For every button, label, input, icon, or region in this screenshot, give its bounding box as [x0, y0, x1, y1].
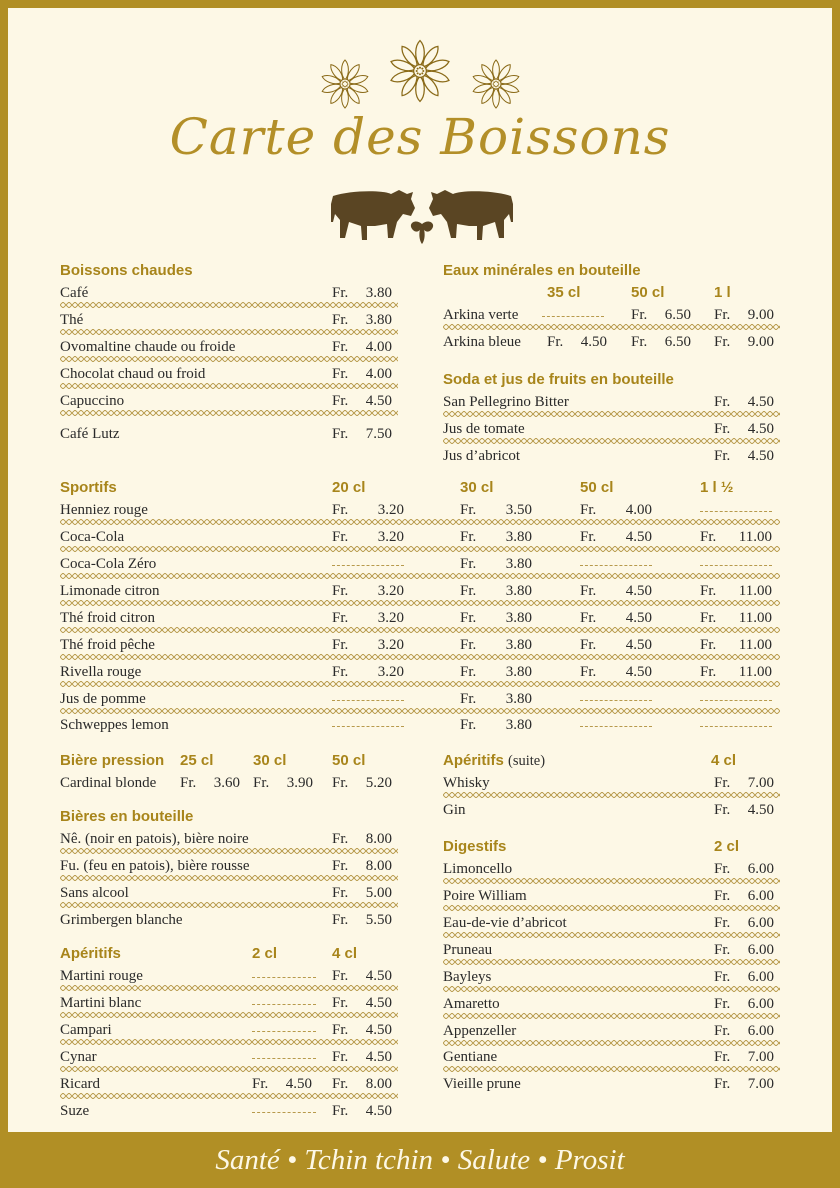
currency-label: Fr. — [332, 1022, 349, 1038]
currency-label: Fr. — [460, 691, 477, 707]
currency-label: Fr. — [714, 1023, 731, 1039]
currency-label: Fr. — [332, 529, 349, 545]
price-value: 4.50 — [625, 637, 652, 653]
column-header: 30 cl — [460, 479, 494, 496]
item-name: Arkina bleue — [443, 334, 521, 350]
currency-label: Fr. — [332, 285, 349, 301]
currency-label: Fr. — [631, 307, 648, 323]
currency-label: Fr. — [332, 583, 349, 599]
price-value: 4.50 — [580, 334, 607, 350]
item-name: Limonade citron — [60, 583, 160, 599]
item-name: Suze — [60, 1103, 90, 1119]
item-name: Gin — [443, 802, 466, 818]
price-value: 3.80 — [505, 637, 532, 653]
currency-label: Fr. — [332, 1076, 349, 1092]
row-separator — [60, 848, 398, 854]
row-separator — [60, 902, 398, 908]
price-value: 3.90 — [286, 775, 313, 791]
price-value: 3.20 — [377, 529, 404, 545]
item-name: Martini blanc — [60, 995, 142, 1011]
price-value: 11.00 — [738, 583, 772, 599]
currency-label: Fr. — [714, 888, 731, 904]
price-value: 6.00 — [747, 888, 774, 904]
item-name: Gentiane — [443, 1049, 498, 1065]
item-name: Thé froid citron — [60, 610, 155, 626]
row-separator — [443, 1066, 780, 1072]
price-value: 6.00 — [747, 915, 774, 931]
footer-toast: Santé • Tchin tchin • Salute • Prosit — [215, 1144, 625, 1176]
column-header: 50 cl — [332, 752, 366, 769]
price-value: 4.00 — [365, 366, 392, 382]
price-value: 9.00 — [747, 307, 774, 323]
unavailable-dash — [332, 565, 404, 566]
item-name: Appenzeller — [443, 1023, 517, 1039]
row-separator — [60, 519, 780, 525]
row-separator — [60, 600, 780, 606]
currency-label: Fr. — [700, 664, 717, 680]
price-value: 3.80 — [365, 285, 392, 301]
item-name: Schweppes lemon — [60, 717, 169, 733]
row-separator — [60, 356, 398, 362]
price-value: 11.00 — [738, 610, 772, 626]
row-separator — [443, 792, 780, 798]
price-value: 4.50 — [625, 610, 652, 626]
currency-label: Fr. — [580, 637, 597, 653]
price-value: 7.00 — [747, 1076, 774, 1092]
menu-title: Carte des Boissons — [169, 108, 671, 166]
section-title-sport: Sportifs — [60, 479, 117, 496]
row-separator — [60, 654, 780, 660]
section-title-mineral: Eaux minérales en bouteille — [443, 262, 641, 279]
currency-label: Fr. — [580, 610, 597, 626]
row-separator — [443, 986, 780, 992]
unavailable-dash — [252, 1004, 316, 1005]
row-separator — [60, 681, 780, 687]
item-name: Poire William — [443, 888, 527, 904]
row-separator — [443, 411, 780, 417]
column-header: 50 cl — [580, 479, 614, 496]
column-header: 4 cl — [332, 945, 358, 962]
currency-label: Fr. — [580, 529, 597, 545]
price-value: 6.50 — [664, 334, 691, 350]
item-name: Café — [60, 285, 89, 301]
price-value: 3.20 — [377, 637, 404, 653]
section-title-soda: Soda et jus de fruits en bouteille — [443, 371, 674, 388]
item-name: Fu. (feu en patois), bière rousse — [60, 858, 250, 874]
column-header: 1 l — [714, 284, 731, 301]
section-title-aperitifs-cont — [443, 752, 545, 770]
currency-label: Fr. — [580, 664, 597, 680]
row-separator — [443, 878, 780, 884]
item-name: Thé — [60, 312, 84, 328]
currency-label: Fr. — [460, 583, 477, 599]
price-value: 3.20 — [377, 502, 404, 518]
item-name: Bayleys — [443, 969, 492, 985]
price-value: 3.20 — [377, 583, 404, 599]
row-separator — [60, 985, 398, 991]
currency-label: Fr. — [700, 637, 717, 653]
currency-label: Fr. — [714, 996, 731, 1012]
price-value: 3.20 — [377, 664, 404, 680]
item-name: Whisky — [443, 775, 490, 791]
price-value: 3.80 — [505, 583, 532, 599]
price-value: 4.50 — [625, 664, 652, 680]
currency-label: Fr. — [460, 717, 477, 733]
price-value: 7.00 — [747, 775, 774, 791]
price-value: 4.50 — [625, 529, 652, 545]
currency-label: Fr. — [714, 861, 731, 877]
price-value: 4.50 — [747, 448, 774, 464]
currency-label: Fr. — [332, 312, 349, 328]
currency-label: Fr. — [714, 802, 731, 818]
currency-label: Fr. — [631, 334, 648, 350]
unavailable-dash — [252, 1058, 316, 1059]
item-name: Ovomaltine chaude ou froide — [60, 339, 236, 355]
unavailable-dash — [252, 1031, 316, 1032]
price-value: 3.80 — [505, 717, 532, 733]
price-value: 4.00 — [625, 502, 652, 518]
price-value: 5.50 — [365, 912, 392, 928]
price-value: 5.00 — [365, 885, 392, 901]
section-title-hot: Boissons chaudes — [60, 262, 193, 279]
item-name: Jus de tomate — [443, 421, 525, 437]
currency-label: Fr. — [460, 556, 477, 572]
currency-label: Fr. — [332, 426, 349, 442]
currency-label: Fr. — [332, 339, 349, 355]
currency-label: Fr. — [714, 969, 731, 985]
currency-label: Fr. — [332, 1103, 349, 1119]
currency-label: Fr. — [700, 610, 717, 626]
currency-label: Fr. — [714, 1049, 731, 1065]
item-name: San Pellegrino Bitter — [443, 394, 569, 410]
price-value: 8.00 — [365, 1076, 392, 1092]
column-header: 1 l ½ — [700, 479, 734, 496]
currency-label: Fr. — [332, 366, 349, 382]
column-header: 20 cl — [332, 479, 366, 496]
price-value: 3.80 — [365, 312, 392, 328]
item-name: Vieille prune — [443, 1076, 521, 1092]
column-header: 2 cl — [714, 838, 740, 855]
currency-label: Fr. — [332, 393, 349, 409]
price-value: 3.80 — [505, 610, 532, 626]
row-separator — [443, 932, 780, 938]
price-value: 4.50 — [625, 583, 652, 599]
price-value: 8.00 — [365, 831, 392, 847]
currency-label: Fr. — [252, 1076, 269, 1092]
section-title-bottled: Bières en bouteille — [60, 808, 194, 825]
currency-label: Fr. — [332, 502, 349, 518]
currency-label: Fr. — [460, 502, 477, 518]
edelweiss-icon — [470, 58, 522, 110]
row-separator — [443, 324, 780, 330]
price-value: 6.00 — [747, 996, 774, 1012]
unavailable-dash — [580, 700, 652, 701]
currency-label: Fr. — [714, 1076, 731, 1092]
column-header: 50 cl — [631, 284, 665, 301]
item-name: Chocolat chaud ou froid — [60, 366, 206, 382]
item-name: Arkina verte — [443, 307, 519, 323]
item-name: Nê. (noir en patois), bière noire — [60, 831, 249, 847]
price-value: 4.50 — [285, 1076, 312, 1092]
price-value: 4.50 — [365, 1103, 392, 1119]
row-separator — [60, 383, 398, 389]
row-separator — [60, 302, 398, 308]
unavailable-dash — [332, 726, 404, 727]
currency-label: Fr. — [253, 775, 270, 791]
item-name: Grimbergen blanche — [60, 912, 183, 928]
price-value: 4.50 — [365, 995, 392, 1011]
row-separator — [60, 1039, 398, 1045]
row-separator — [443, 959, 780, 965]
price-value: 3.80 — [505, 556, 532, 572]
unavailable-dash — [252, 1112, 316, 1113]
currency-label: Fr. — [332, 831, 349, 847]
currency-label: Fr. — [460, 664, 477, 680]
row-separator — [443, 438, 780, 444]
item-name: Martini rouge — [60, 968, 143, 984]
unavailable-dash — [700, 511, 772, 512]
item-name: Café Lutz — [60, 426, 120, 442]
cow-pair-icon — [327, 186, 517, 248]
currency-label: Fr. — [714, 448, 731, 464]
price-value: 7.00 — [747, 1049, 774, 1065]
currency-label: Fr. — [714, 915, 731, 931]
row-separator — [443, 1040, 780, 1046]
section-title-draft: Bière pression — [60, 752, 165, 769]
row-separator — [60, 1012, 398, 1018]
currency-label: Fr. — [332, 858, 349, 874]
unavailable-dash — [700, 565, 772, 566]
item-name: Ricard — [60, 1076, 100, 1092]
price-value: 6.00 — [747, 1023, 774, 1039]
price-value: 5.20 — [365, 775, 392, 791]
row-separator — [60, 573, 780, 579]
item-name: Henniez rouge — [60, 502, 148, 518]
price-value: 9.00 — [747, 334, 774, 350]
currency-label: Fr. — [580, 502, 597, 518]
price-value: 8.00 — [365, 858, 392, 874]
price-value: 3.80 — [505, 691, 532, 707]
currency-label: Fr. — [332, 968, 349, 984]
currency-label: Fr. — [332, 664, 349, 680]
price-value: 4.50 — [747, 802, 774, 818]
item-name: Amaretto — [443, 996, 500, 1012]
item-name: Pruneau — [443, 942, 493, 958]
currency-label: Fr. — [332, 885, 349, 901]
currency-label: Fr. — [332, 610, 349, 626]
unavailable-dash — [700, 726, 772, 727]
column-header: 25 cl — [180, 752, 214, 769]
currency-label: Fr. — [580, 583, 597, 599]
price-value: 11.00 — [738, 529, 772, 545]
row-separator — [60, 875, 398, 881]
currency-label: Fr. — [714, 775, 731, 791]
price-value: 3.20 — [377, 610, 404, 626]
currency-label: Fr. — [332, 912, 349, 928]
item-name: Thé froid pêche — [60, 637, 155, 653]
item-name: Cynar — [60, 1049, 97, 1065]
currency-label: Fr. — [332, 995, 349, 1011]
section-title-text: Apéritifs — [443, 752, 504, 769]
currency-label: Fr. — [547, 334, 564, 350]
unavailable-dash — [580, 565, 652, 566]
price-value: 4.00 — [365, 339, 392, 355]
currency-label: Fr. — [332, 1049, 349, 1065]
price-value: 3.80 — [505, 529, 532, 545]
row-separator — [60, 410, 398, 416]
column-header: 30 cl — [253, 752, 287, 769]
item-name: Limoncello — [443, 861, 513, 877]
currency-label: Fr. — [460, 637, 477, 653]
currency-label: Fr. — [700, 529, 717, 545]
currency-label: Fr. — [714, 942, 731, 958]
currency-label: Fr. — [460, 529, 477, 545]
currency-label: Fr. — [460, 610, 477, 626]
currency-label: Fr. — [180, 775, 197, 791]
column-header: 2 cl — [252, 945, 278, 962]
item-name: Rivella rouge — [60, 664, 142, 680]
row-separator — [60, 1066, 398, 1072]
row-separator — [60, 627, 780, 633]
item-name: Coca-Cola Zéro — [60, 556, 157, 572]
edelweiss-icon — [387, 38, 453, 104]
price-value: 6.50 — [664, 307, 691, 323]
price-value: 3.50 — [505, 502, 532, 518]
item-name: Sans alcool — [60, 885, 129, 901]
price-value: 4.50 — [365, 1049, 392, 1065]
price-value: 6.00 — [747, 942, 774, 958]
price-value: 4.50 — [365, 1022, 392, 1038]
section-title-aperitifs: Apéritifs — [60, 945, 121, 962]
section-subtitle: (suite) — [508, 753, 546, 769]
item-name: Jus d’abricot — [443, 448, 521, 464]
row-separator — [60, 1093, 398, 1099]
price-value: 7.50 — [365, 426, 392, 442]
currency-label: Fr. — [714, 421, 731, 437]
item-name: Coca-Cola — [60, 529, 125, 545]
row-separator — [443, 905, 780, 911]
price-value: 6.00 — [747, 969, 774, 985]
currency-label: Fr. — [332, 637, 349, 653]
row-separator — [60, 329, 398, 335]
unavailable-dash — [252, 977, 316, 978]
item-name: Jus de pomme — [60, 691, 146, 707]
section-title-digestifs: Digestifs — [443, 838, 507, 855]
price-value: 3.80 — [505, 664, 532, 680]
currency-label: Fr. — [714, 394, 731, 410]
price-value: 4.50 — [365, 968, 392, 984]
currency-label: Fr. — [714, 334, 731, 350]
row-separator — [443, 1013, 780, 1019]
row-separator — [60, 546, 780, 552]
price-value: 6.00 — [747, 861, 774, 877]
unavailable-dash — [700, 700, 772, 701]
currency-label: Fr. — [714, 307, 731, 323]
unavailable-dash — [332, 700, 404, 701]
price-value: 11.00 — [738, 664, 772, 680]
price-value: 4.50 — [365, 393, 392, 409]
unavailable-dash — [542, 316, 604, 317]
edelweiss-icon — [319, 58, 371, 110]
column-header: 4 cl — [711, 752, 737, 769]
item-name: Eau-de-vie d’abricot — [443, 915, 567, 931]
price-value: 3.60 — [213, 775, 240, 791]
price-value: 4.50 — [747, 394, 774, 410]
row-separator — [60, 708, 780, 714]
unavailable-dash — [580, 726, 652, 727]
column-header: 35 cl — [547, 284, 581, 301]
currency-label: Fr. — [700, 583, 717, 599]
price-value: 11.00 — [738, 637, 772, 653]
item-name: Capuccino — [60, 393, 125, 409]
currency-label: Fr. — [332, 775, 349, 791]
item-name: Campari — [60, 1022, 112, 1038]
item-name: Cardinal blonde — [60, 775, 157, 791]
price-value: 4.50 — [747, 421, 774, 437]
